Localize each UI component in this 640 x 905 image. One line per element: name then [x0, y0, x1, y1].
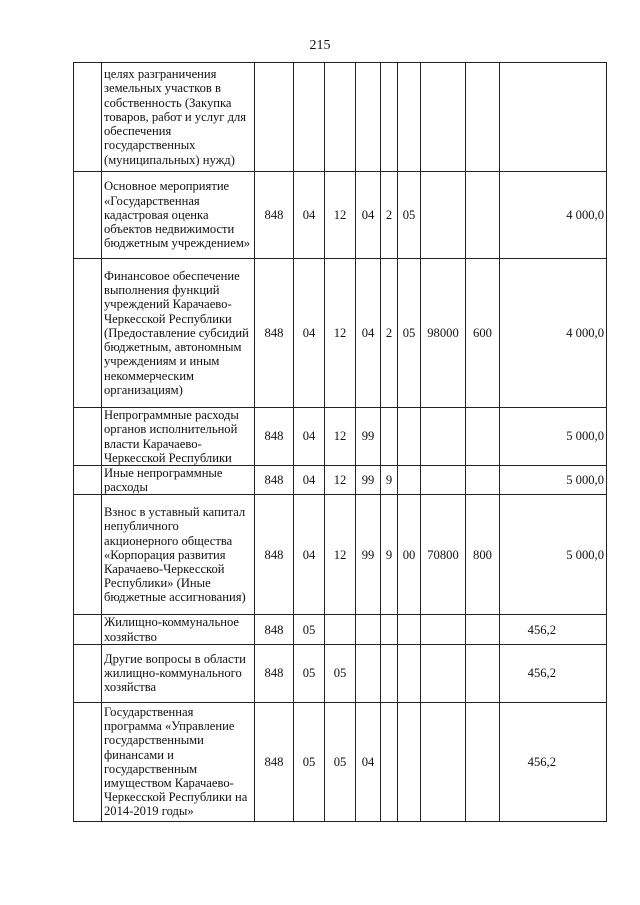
row-number-cell — [74, 172, 102, 259]
expense-type-cell — [466, 702, 500, 821]
subsection-code-cell: 12 — [325, 466, 356, 495]
budget-table — [73, 62, 607, 822]
program-code-cell — [356, 615, 381, 644]
subsection-code-cell: 12 — [325, 495, 356, 615]
subprogram-code-cell: 9 — [381, 495, 398, 615]
expense-type-cell — [466, 63, 500, 172]
section-code-cell: 04 — [294, 495, 325, 615]
table-row — [74, 172, 607, 259]
direction-code-cell: 98000 — [421, 259, 466, 408]
direction-code-cell: 70800 — [421, 495, 466, 615]
ministry-code-cell: 848 — [255, 259, 294, 408]
expense-type-cell — [466, 615, 500, 644]
subsection-code-cell: 12 — [325, 408, 356, 466]
amount-cell: 4 000,0 — [500, 172, 607, 259]
activity-code-cell — [398, 63, 421, 172]
subsection-code-cell — [325, 63, 356, 172]
item-name-cell: Жилищно-коммунальное хозяйство — [102, 615, 255, 644]
expense-type-cell — [466, 408, 500, 466]
item-name-cell: целях разграничения земельных участков в собственность (Закупка товаров, работ и услуг для обеспечения государственных (муниципальных) нужд) — [102, 63, 255, 172]
amount-cell: 5 000,0 — [500, 408, 607, 466]
item-name-cell: Взнос в уставный капитал непубличного акционерного общества «Корпорация развития Карачаево-Черкесской Республики» (Иные бюджетные ассигнования) — [102, 495, 255, 615]
subprogram-code-cell — [381, 63, 398, 172]
program-code-cell: 04 — [356, 172, 381, 259]
section-code-cell: 04 — [294, 408, 325, 466]
program-code-cell — [356, 644, 381, 702]
activity-code-cell — [398, 702, 421, 821]
subsection-code-cell — [325, 615, 356, 644]
amount-cell: 456,2 — [500, 615, 607, 644]
program-code-cell: 04 — [356, 259, 381, 408]
ministry-code-cell: 848 — [255, 466, 294, 495]
table-row — [74, 466, 607, 495]
section-code-cell: 04 — [294, 259, 325, 408]
amount-cell: 5 000,0 — [500, 495, 607, 615]
amount-cell: 456,2 — [500, 702, 607, 821]
table-row — [74, 644, 607, 702]
row-number-cell — [74, 466, 102, 495]
row-number-cell — [74, 259, 102, 408]
ministry-code-cell: 848 — [255, 408, 294, 466]
item-name-cell: Иные непрограммные расходы — [102, 466, 255, 495]
table-body — [74, 63, 607, 822]
expense-type-cell — [466, 644, 500, 702]
subsection-code-cell: 12 — [325, 172, 356, 259]
item-name-cell: Непрограммные расходы органов исполнительной власти Карачаево-Черкесской Республики — [102, 408, 255, 466]
ministry-code-cell: 848 — [255, 644, 294, 702]
row-number-cell — [74, 644, 102, 702]
section-code-cell: 04 — [294, 466, 325, 495]
subprogram-code-cell — [381, 644, 398, 702]
item-name-cell: Основное мероприятие «Государственная кадастровая оценка объектов недвижимости бюджетным учреждением» — [102, 172, 255, 259]
program-code-cell: 99 — [356, 495, 381, 615]
activity-code-cell — [398, 615, 421, 644]
ministry-code-cell: 848 — [255, 495, 294, 615]
ministry-code-cell: 848 — [255, 702, 294, 821]
direction-code-cell — [421, 615, 466, 644]
section-code-cell: 04 — [294, 172, 325, 259]
table-row — [74, 408, 607, 466]
direction-code-cell — [421, 172, 466, 259]
row-number-cell — [74, 63, 102, 172]
expense-type-cell: 600 — [466, 259, 500, 408]
direction-code-cell — [421, 63, 466, 172]
subprogram-code-cell — [381, 615, 398, 644]
section-code-cell: 05 — [294, 702, 325, 821]
subsection-code-cell: 05 — [325, 702, 356, 821]
table-row — [74, 702, 607, 821]
item-name-cell: Государственная программа «Управление государственными финансами и государственным имуществом Карачаево-Черкесской Республики на 2014-2019 годы» — [102, 702, 255, 821]
table-row — [74, 259, 607, 408]
ministry-code-cell: 848 — [255, 615, 294, 644]
program-code-cell: 04 — [356, 702, 381, 821]
item-name-cell: Финансовое обеспечение выполнения функций учреждений Карачаево-Черкесской Республики (Предоставление субсидий бюджетным, автономным учреждениям и иным некоммерческим организациям) — [102, 259, 255, 408]
ministry-code-cell: 848 — [255, 172, 294, 259]
direction-code-cell — [421, 466, 466, 495]
row-number-cell — [74, 702, 102, 821]
table-row — [74, 495, 607, 615]
program-code-cell: 99 — [356, 408, 381, 466]
activity-code-cell — [398, 466, 421, 495]
activity-code-cell: 00 — [398, 495, 421, 615]
activity-code-cell: 05 — [398, 259, 421, 408]
direction-code-cell — [421, 644, 466, 702]
amount-cell: 4 000,0 — [500, 259, 607, 408]
amount-cell: 5 000,0 — [500, 466, 607, 495]
activity-code-cell — [398, 644, 421, 702]
subprogram-code-cell: 2 — [381, 172, 398, 259]
subprogram-code-cell — [381, 408, 398, 466]
activity-code-cell — [398, 408, 421, 466]
section-code-cell — [294, 63, 325, 172]
row-number-cell — [74, 408, 102, 466]
row-number-cell — [74, 495, 102, 615]
expense-type-cell: 800 — [466, 495, 500, 615]
item-name-cell: Другие вопросы в области жилищно-коммунального хозяйства — [102, 644, 255, 702]
table-row — [74, 63, 607, 172]
direction-code-cell — [421, 408, 466, 466]
expense-type-cell — [466, 172, 500, 259]
direction-code-cell — [421, 702, 466, 821]
page-number: 215 — [309, 38, 331, 53]
subsection-code-cell: 05 — [325, 644, 356, 702]
subsection-code-cell: 12 — [325, 259, 356, 408]
row-number-cell — [74, 615, 102, 644]
ministry-code-cell — [255, 63, 294, 172]
amount-cell — [500, 63, 607, 172]
amount-cell: 456,2 — [500, 644, 607, 702]
program-code-cell: 99 — [356, 466, 381, 495]
subprogram-code-cell: 9 — [381, 466, 398, 495]
expense-type-cell — [466, 466, 500, 495]
subprogram-code-cell: 2 — [381, 259, 398, 408]
section-code-cell: 05 — [294, 615, 325, 644]
activity-code-cell: 05 — [398, 172, 421, 259]
section-code-cell: 05 — [294, 644, 325, 702]
subprogram-code-cell — [381, 702, 398, 821]
program-code-cell — [356, 63, 381, 172]
table-row — [74, 615, 607, 644]
